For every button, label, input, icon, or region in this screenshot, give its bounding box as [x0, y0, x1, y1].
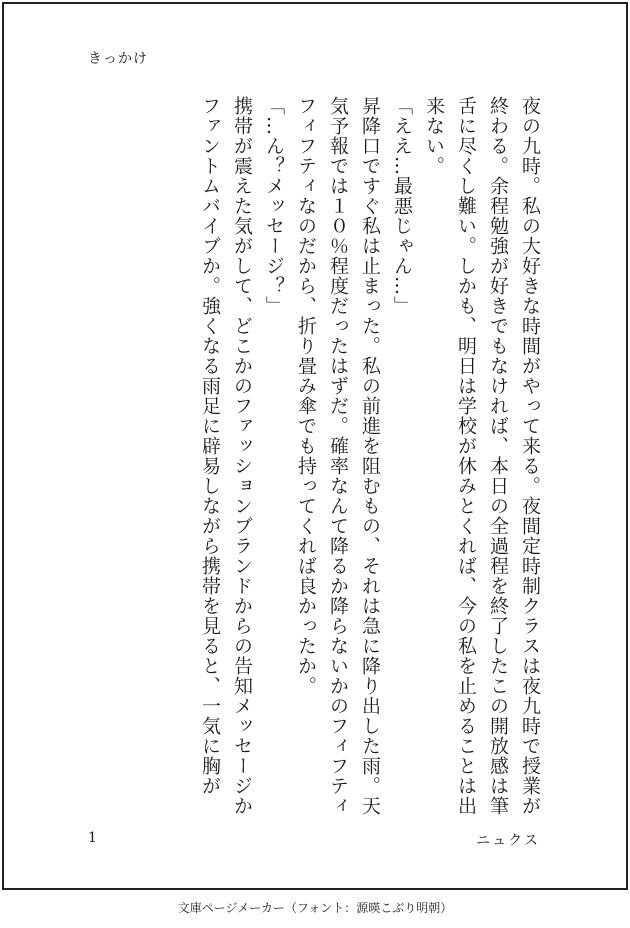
paragraph: 「ええ…最悪じゃん…」 [391, 96, 413, 316]
vertical-body-text [194, 96, 546, 816]
page-number: 1 [88, 830, 97, 846]
chapter-title: きっかけ [88, 51, 148, 67]
paragraph: 携帯が震えた気がして、どこかのファッションブランドからの告知メッセージかファントムバイブか。強くなる雨足に辟易しながら携帯を見ると、一気に胸が [199, 96, 253, 816]
book-page [2, 2, 628, 890]
paragraph: 「…ん？メッセージ？」 [263, 96, 285, 316]
author-name: ニュクス [476, 833, 540, 849]
footer-credit: 文庫ページメーカー（フォント：源暎こぶり明朝） [177, 901, 453, 915]
paragraph: 昇降口ですぐ私は止まった。私の前進を阻むもの、それは急に降り出した雨。天気予報では１０％程度だったはずだ。確率なんて降るか降らないかのフィフティフィフティなのだから、折り畳み傘でも持ってくれば良かったか。 [295, 96, 381, 816]
paragraph: 夜の九時。私の大好きな時間がやって来る。夜間定時制クラスは夜九時で授業が終わる。余程勉強が好きでもなければ、本日の全過程を終了したこの開放感は筆舌に尽くし難い。しかも、明日は学校が休みとくれば、今の私を止めることは出来ない。 [423, 96, 541, 816]
